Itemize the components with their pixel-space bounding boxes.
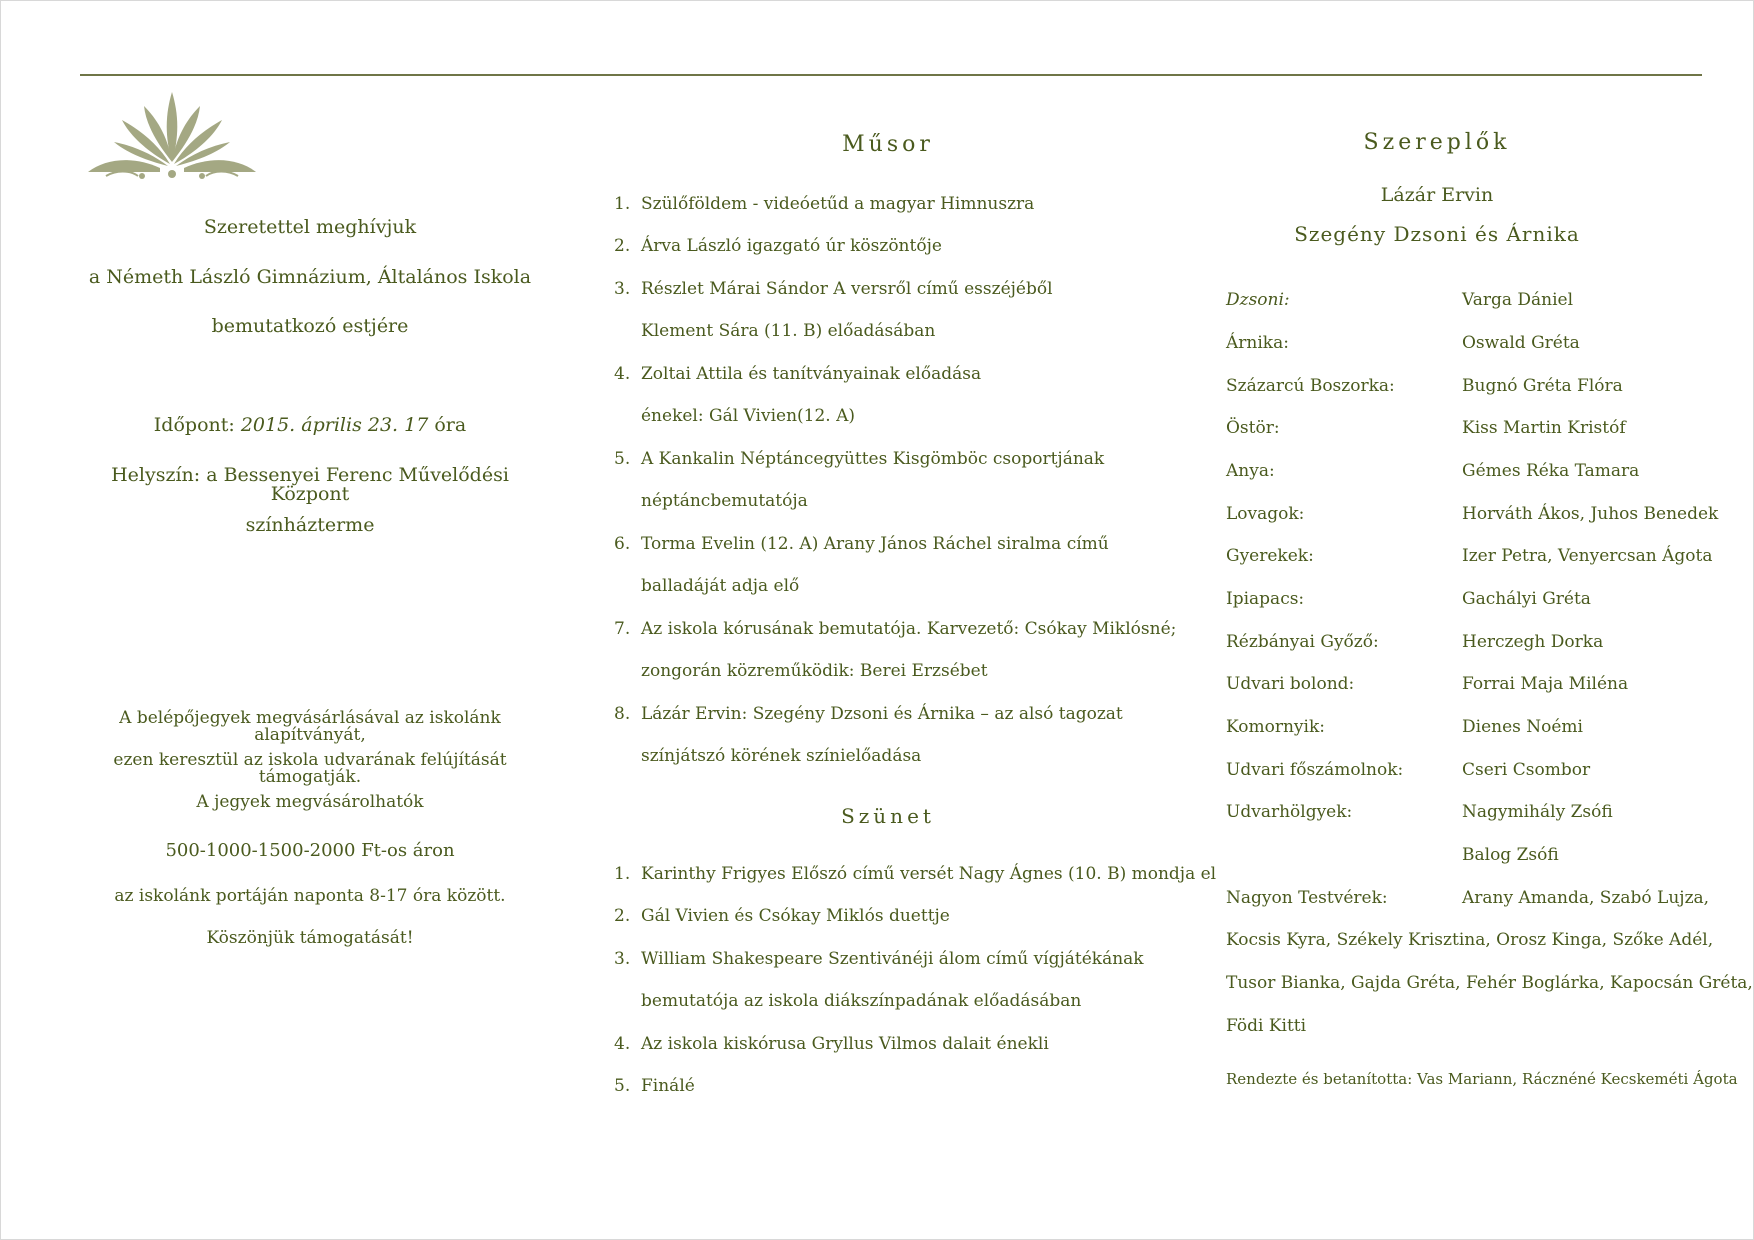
date-label: Időpont:: [153, 414, 235, 436]
item-text: Árva László igazgató úr köszöntője: [641, 236, 942, 256]
item-text: színjátszó körének színielőadása: [641, 746, 922, 766]
role-name: Lovagok:: [1226, 504, 1305, 524]
date-suffix: óra: [434, 414, 467, 436]
actor-name: Izer Petra, Venyercsan Ágota: [1462, 546, 1713, 566]
item-text: A Kankalin Néptáncegyüttes Kisgömböc csoportjának: [641, 449, 1105, 469]
actor-name: Bugnó Gréta Flóra: [1462, 376, 1623, 396]
role-name: Százarcú Boszorka:: [1226, 376, 1395, 396]
item-text: Részlet Márai Sándor A versről című esszéjéből: [641, 279, 1053, 299]
actor-name: Forrai Maja Miléna: [1462, 674, 1629, 694]
actor-name: Dienes Noémi: [1462, 717, 1583, 737]
item-number: 2.: [614, 906, 631, 926]
role-name: Östör:: [1226, 418, 1280, 438]
role-name: Rézbányai Győző:: [1226, 632, 1379, 652]
leaf-ornament-icon: [86, 90, 258, 180]
actor-name: Horváth Ákos, Juhos Benedek: [1462, 504, 1719, 524]
support-line: A jegyek megvásárolhatók: [196, 792, 424, 812]
venue-line: Helyszín: a Bessenyei Ferenc Művelődési Központ: [111, 464, 509, 505]
item-number: 3.: [614, 279, 631, 299]
role-name: Dzsoni:: [1226, 290, 1290, 310]
item-number: 1.: [614, 194, 631, 214]
play-author: Lázár Ervin: [1380, 184, 1494, 206]
item-text: Torma Evelin (12. A) Arany János Ráchel siralma című: [641, 534, 1109, 554]
cast-heading: Szereplők: [1363, 130, 1511, 155]
program-heading: Műsor: [842, 132, 934, 157]
item-text: Gál Vivien és Csókay Miklós duettje: [641, 906, 950, 926]
role-name: Ipiapacs:: [1226, 589, 1305, 609]
item-number: 4.: [614, 1034, 631, 1054]
item-text: zongorán közreműködik: Berei Erzsébet: [641, 661, 988, 681]
item-text: William Shakespeare Szentivánéji álom című vígjátékának: [641, 949, 1144, 969]
venue-line: színházterme: [245, 514, 375, 536]
role-name: Komornyik:: [1226, 717, 1325, 737]
item-number: 6.: [614, 534, 631, 554]
role-name: Nagyon Testvérek:: [1226, 888, 1388, 908]
cast-extra-line: Födi Kitti: [1226, 1016, 1307, 1036]
item-text: balladáját adja elő: [641, 576, 800, 596]
role-name: Gyerekek:: [1226, 546, 1314, 566]
item-number: 2.: [614, 236, 631, 256]
invitation-line: a Németh László Gimnázium, Általános Iskola: [88, 266, 532, 288]
item-text: Karinthy Frigyes Előszó című versét Nagy Ágnes (10. B) mondja el: [641, 864, 1217, 884]
role-name: Udvari főszámolnok:: [1226, 760, 1404, 780]
play-title: Szegény Dzsoni és Árnika: [1294, 222, 1580, 246]
actor-name: Varga Dániel: [1462, 290, 1574, 310]
item-text: Lázár Ervin: Szegény Dzsoni és Árnika – az alsó tagozat: [641, 704, 1123, 724]
item-text: Zoltai Attila és tanítványainak előadása: [641, 364, 982, 384]
item-number: 8.: [614, 704, 631, 724]
item-text: Az iskola kórusának bemutatója. Karvezető: Csókay Miklósné;: [641, 619, 1177, 639]
item-text: Finálé: [641, 1076, 695, 1096]
actor-name: Nagymihály Zsófi: [1462, 802, 1613, 822]
actor-name: Balog Zsófi: [1462, 845, 1559, 865]
invitation-line: bemutatkozó estjére: [211, 315, 409, 337]
actor-name: Cseri Csombor: [1462, 760, 1591, 780]
role-name: Udvari bolond:: [1226, 674, 1355, 694]
item-number: 1.: [614, 864, 631, 884]
cast-extra-line: Tusor Bianka, Gajda Gréta, Fehér Boglárka, Kapocsán Gréta,: [1226, 973, 1753, 993]
item-text: Szülőföldem - videóetűd a magyar Himnuszra: [641, 194, 1035, 214]
thanks-line: Köszönjük támogatását!: [206, 928, 414, 948]
item-number: 5.: [614, 1076, 631, 1096]
credits-line: Rendezte és betanította: Vas Mariann, Rácznéné Kecskeméti Ágota: [1226, 1070, 1738, 1088]
item-number: 3.: [614, 949, 631, 969]
support-line: ezen keresztül az iskola udvarának felújítását támogatják.: [113, 750, 507, 787]
role-name: Udvarhölgyek:: [1226, 802, 1353, 822]
item-number: 5.: [614, 449, 631, 469]
item-number: 4.: [614, 364, 631, 384]
actor-name: Gémes Réka Tamara: [1462, 461, 1640, 481]
support-line: A belépőjegyek megvásárlásával az iskolánk alapítványát,: [119, 708, 501, 745]
event-date: [70, 416, 550, 435]
item-text: Az iskola kiskórusa Gryllus Vilmos dalait énekli: [641, 1034, 1049, 1054]
cast-extra-line: Kocsis Kyra, Székely Krisztina, Orosz Kinga, Szőke Adél,: [1226, 930, 1714, 950]
item-text: Klement Sára (11. B) előadásában: [641, 321, 936, 341]
top-rule: [80, 74, 1702, 76]
item-text: énekel: Gál Vivien(12. A): [641, 406, 856, 426]
date-value: 2015. április 23. 17: [240, 414, 429, 436]
role-name: Árnika:: [1226, 333, 1289, 353]
actor-name: Gachályi Gréta: [1462, 589, 1591, 609]
actor-name: Herczegh Dorka: [1462, 632, 1604, 652]
break-heading: Szünet: [841, 804, 935, 828]
price-line: 500-1000-1500-2000 Ft-os áron: [165, 840, 455, 861]
support-line: az iskolánk portáján naponta 8-17 óra között.: [114, 886, 506, 906]
actor-name: Arany Amanda, Szabó Lujza,: [1462, 888, 1710, 908]
invitation-line: Szeretettel meghívjuk: [203, 216, 417, 238]
item-text: néptáncbemutatója: [641, 491, 808, 511]
role-name: Anya:: [1226, 461, 1275, 481]
item-text: bemutatója az iskola diákszínpadának előadásában: [641, 991, 1082, 1011]
actor-name: Kiss Martin Kristóf: [1462, 418, 1626, 438]
item-number: 7.: [614, 619, 631, 639]
actor-name: Oswald Gréta: [1462, 333, 1580, 353]
